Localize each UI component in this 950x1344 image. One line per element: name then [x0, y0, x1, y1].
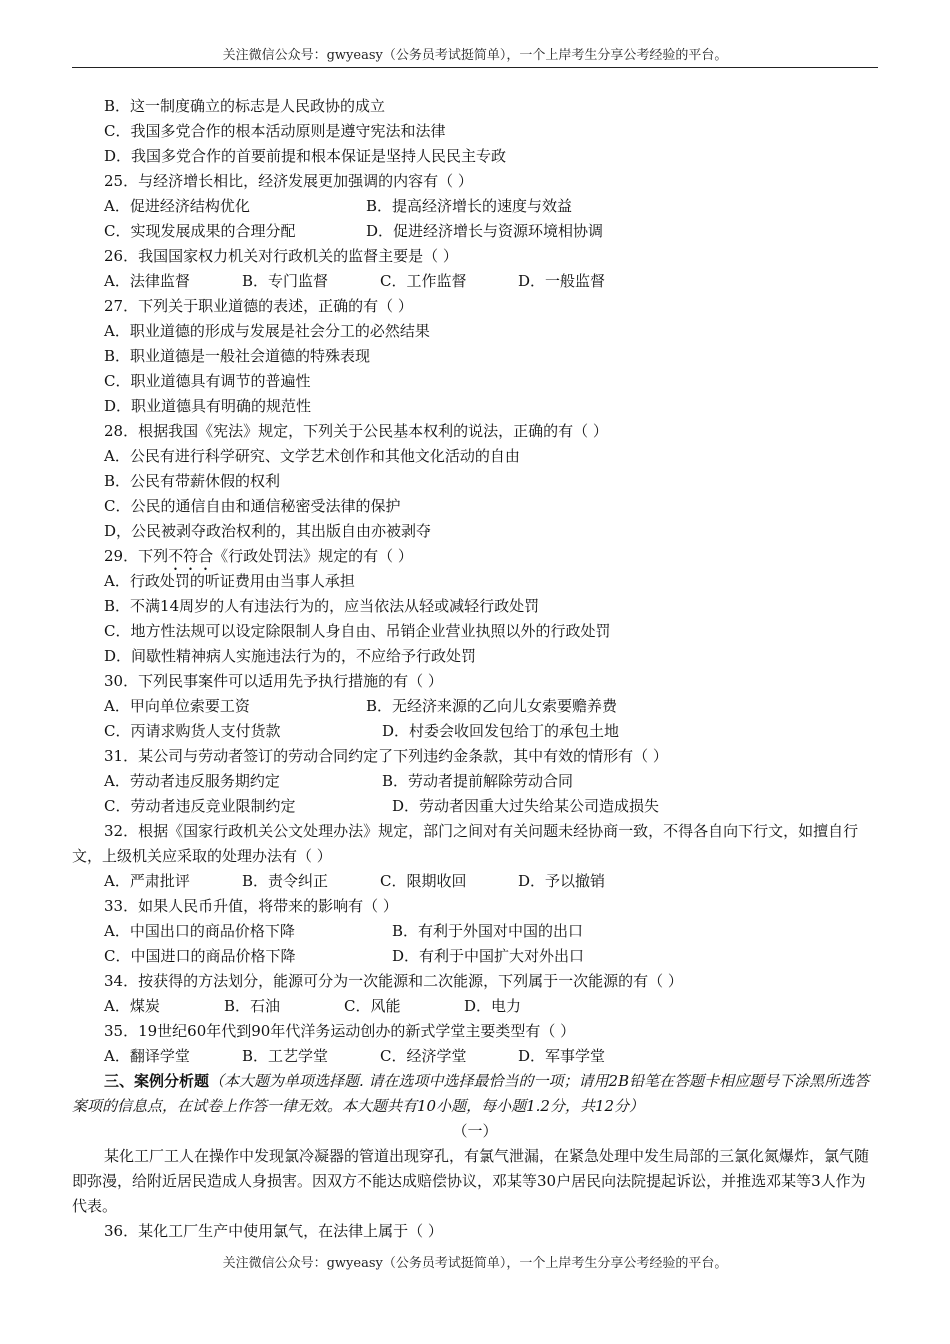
option-c: C．劳动者违反竞业限制约定 — [104, 797, 296, 815]
question-32-options — [72, 869, 878, 894]
option-c: C．丙请求购货人支付货款 — [104, 722, 281, 740]
option-b: B．不满14周岁的人有违法行为的，应当依法从轻或减轻行政处罚 — [104, 597, 540, 615]
question-36-stem: 36．某化工厂生产中使用氯气，在法律上属于（ ） — [104, 1222, 443, 1240]
question-25-options-row-1 — [72, 194, 878, 219]
question-30-options-row-1 — [72, 694, 878, 719]
option-a: A．行政处罚的听证费用由当事人承担 — [104, 572, 355, 590]
option-a: A．公民有进行科学研究、文学艺术创作和其他文化活动的自由 — [104, 447, 520, 465]
option-d: D．劳动者因重大过失给某公司造成损失 — [392, 797, 660, 815]
option-b: B．无经济来源的乙向儿女索要赡养费 — [366, 697, 618, 715]
option-b: B．职业道德是一般社会道德的特殊表现 — [104, 347, 371, 365]
option-a: A．劳动者违反服务期约定 — [104, 772, 280, 790]
option-c: C．公民的通信自由和通信秘密受法律的保护 — [104, 497, 401, 515]
option-a: A．煤炭 — [104, 997, 160, 1015]
option-d: D．予以撤销 — [518, 872, 606, 890]
emphasized-text: 不符合 — [168, 547, 214, 565]
option-c: C．风能 — [344, 997, 401, 1015]
option-a: A．甲向单位索要工资 — [104, 697, 250, 715]
question-27-stem: 27．下列关于职业道德的表述，正确的有（ ） — [104, 297, 413, 315]
option-d: D．有利于中国扩大对外出口 — [392, 947, 585, 965]
question-25-stem: 25．与经济增长相比，经济发展更加强调的内容有（ ） — [104, 172, 473, 190]
option-b: B．石油 — [224, 997, 281, 1015]
option-b: B．专门监督 — [242, 272, 329, 290]
option-c: C．实现发展成果的合理分配 — [104, 222, 296, 240]
question-31-stem: 31．某公司与劳动者签订的劳动合同约定了下列违约金条款，其中有效的情形有（ ） — [104, 747, 668, 765]
question-32-stem: 32．根据《国家行政机关公文处理办法》规定，部门之间对有关问题未经协商一致，不得各自向下行文，如擅自行文，上级机关应采取的处理办法有（ ） — [72, 822, 859, 865]
question-26-options — [72, 269, 878, 294]
question-25-options-row-2 — [72, 219, 878, 244]
option-a: A．翻译学堂 — [104, 1047, 190, 1065]
section-title: 三、案例分析题 — [104, 1072, 210, 1090]
exam-content — [72, 94, 878, 1244]
question-35-options — [72, 1044, 878, 1069]
question-34-options — [72, 994, 878, 1019]
case-text: 某化工厂工人在操作中发现氯冷凝器的管道出现穿孔，有氯气泄漏，在紧急处理中发生局部的三氯化氮爆炸，氯气随即弥漫，给附近居民造成人身损害。因双方不能达成赔偿协议，邓某等30户居民向法院提起诉讼，并推选邓某等3人作为代表。 — [72, 1147, 870, 1215]
option-d: D，公民被剥夺政治权利的，其出版自由亦被剥夺 — [104, 522, 432, 540]
option-a: A．法律监督 — [104, 272, 190, 290]
option-a: A．促进经济结构优化 — [104, 197, 250, 215]
question-34-stem: 34．按获得的方法划分，能源可分为一次能源和二次能源，下列属于一次能源的有（ ） — [104, 972, 683, 990]
option-a: A．中国出口的商品价格下降 — [104, 922, 295, 940]
option-d: D．电力 — [464, 997, 522, 1015]
option-d: D．间歇性精神病人实施违法行为的，不应给予行政处罚 — [104, 647, 477, 665]
option-d: D．职业道德具有明确的规范性 — [104, 397, 312, 415]
section-3-heading — [72, 1069, 878, 1119]
option-line: B．这一制度确立的标志是人民政协的成立 — [104, 97, 386, 115]
option-b: B．工艺学堂 — [242, 1047, 329, 1065]
option-c: C．工作监督 — [380, 272, 467, 290]
question-30-options-row-2 — [72, 719, 878, 744]
question-26-stem: 26．我国国家权力机关对行政机关的监督主要是（ ） — [104, 247, 458, 265]
question-31-options-row-1 — [72, 769, 878, 794]
question-28-stem: 28．根据我国《宪法》规定，下列关于公民基本权利的说法，正确的有（ ） — [104, 422, 608, 440]
option-b: B．责令纠正 — [242, 872, 329, 890]
question-33-stem: 33．如果人民币升值，将带来的影响有（ ） — [104, 897, 398, 915]
question-33-options-row-1 — [72, 919, 878, 944]
option-a: A．严肃批评 — [104, 872, 190, 890]
question-29-stem — [72, 544, 878, 569]
option-line: C．我国多党合作的根本活动原则是遵守宪法和法律 — [104, 122, 446, 140]
question-33-options-row-2 — [72, 944, 878, 969]
stem-prefix: 29．下列 — [104, 547, 169, 565]
option-c: C．经济学堂 — [380, 1047, 467, 1065]
question-31-options-row-2 — [72, 794, 878, 819]
option-b: B．公民有带薪休假的权利 — [104, 472, 281, 490]
option-c: C．限期收回 — [380, 872, 467, 890]
stem-suffix: 《行政处罚法》规定的有（ ） — [213, 547, 413, 565]
option-b: B．提高经济增长的速度与效益 — [366, 197, 573, 215]
option-c: C．中国进口的商品价格下降 — [104, 947, 296, 965]
option-d: D．一般监督 — [518, 272, 606, 290]
section-instructions: （本大题为单项选择题. 请在选项中选择最恰当的一项；请用2B铅笔在答题卡相应题号下涂黑所选答案项的信息点，在试卷上作答一律无效。本大题共有10小题，每小题1.2分，共12分） — [72, 1072, 870, 1115]
option-d: D．村委会收回发包给丁的承包土地 — [382, 722, 620, 740]
question-30-stem: 30．下列民事案件可以适用先予执行措施的有（ ） — [104, 672, 443, 690]
option-d: D．促进经济增长与资源环境相协调 — [366, 222, 604, 240]
option-c: C．地方性法规可以设定除限制人身自由、吊销企业营业执照以外的行政处罚 — [104, 622, 611, 640]
option-line: D．我国多党合作的首要前提和根本保证是坚持人民民主专政 — [104, 147, 507, 165]
question-35-stem: 35．19世纪60年代到90年代洋务运动创办的新式学堂主要类型有（ ） — [104, 1022, 576, 1040]
option-b: B．劳动者提前解除劳动合同 — [382, 772, 574, 790]
option-a: A．职业道德的形成与发展是社会分工的必然结果 — [104, 322, 430, 340]
page-footer: 关注微信公众号：gwyeasy（公务员考试挺简单），一个上岸考生分享公考经验的平台。 — [222, 1256, 728, 1271]
page-header: 关注微信公众号：gwyeasy（公务员考试挺简单），一个上岸考生分享公考经验的平台。 — [222, 48, 728, 63]
header-rule — [72, 67, 878, 68]
option-b: B．有利于外国对中国的出口 — [392, 922, 584, 940]
option-c: C．职业道德具有调节的普遍性 — [104, 372, 311, 390]
case-label: （一） — [452, 1122, 498, 1140]
option-d: D．军事学堂 — [518, 1047, 606, 1065]
